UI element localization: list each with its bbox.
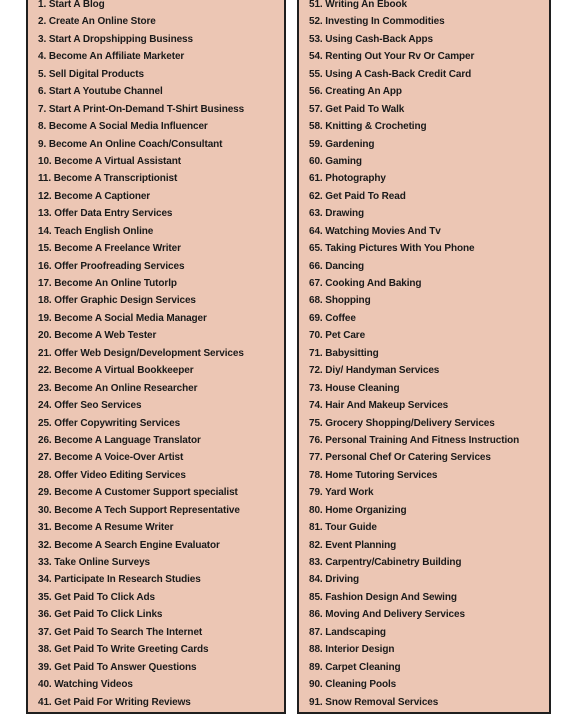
list-item: 23. Become An Online Researcher <box>38 382 198 394</box>
list-item: 84. Driving <box>309 574 360 586</box>
list-item: 32. Become A Search Engine Evaluator <box>38 539 220 551</box>
list-item: 9. Become An Online Coach/Consultant <box>38 138 223 150</box>
list-item: 24. Offer Seo Services <box>38 400 142 412</box>
list-item: 34. Participate In Research Studies <box>38 574 201 586</box>
list-item: 28. Offer Video Editing Services <box>38 469 186 481</box>
list-item: 5. Sell Digital Products <box>38 68 144 80</box>
list-item: 36. Get Paid To Click Links <box>38 609 163 621</box>
right-list-panel <box>297 0 551 714</box>
list-item: 19. Become A Social Media Manager <box>38 312 207 324</box>
list-item: 86. Moving And Delivery Services <box>309 609 465 621</box>
list-item: 10. Become A Virtual Assistant <box>38 155 181 167</box>
list-item: 83. Carpentry/Cabinetry Building <box>309 557 462 568</box>
list-item: 69. Coffee <box>309 312 356 324</box>
list-item: 81. Tour Guide <box>309 522 377 534</box>
list-item: 53. Using Cash-Back Apps <box>309 33 433 45</box>
list-item: 79. Yard Work <box>309 487 374 499</box>
list-item: 38. Get Paid To Write Greeting Cards <box>38 644 209 656</box>
list-item: 63. Drawing <box>309 208 365 220</box>
list-item: 91. Snow Removal Services <box>309 696 439 708</box>
list-item: 87. Landscaping <box>309 626 386 638</box>
list-item: 21. Offer Web Design/Development Services <box>38 347 244 359</box>
list-item: 17. Become An Online Tutorlp <box>38 278 177 289</box>
list-item: 11. Become A Transcriptionist <box>38 173 178 185</box>
list-item: 33. Take Online Surveys <box>38 557 151 568</box>
list-item: 59. Gardening <box>309 138 375 150</box>
list-item: 3. Start A Dropshipping Business <box>38 33 193 45</box>
list-item: 85. Fashion Design And Sewing <box>309 591 457 603</box>
list-item: 67. Cooking And Baking <box>309 278 422 289</box>
list-item: 72. Diy/ Handyman Services <box>309 365 440 377</box>
list-item: 31. Become A Resume Writer <box>38 522 174 534</box>
left-list-panel <box>26 0 286 714</box>
list-item: 66. Dancing <box>309 260 365 272</box>
list-item: 70. Pet Care <box>309 330 366 342</box>
list-item: 62. Get Paid To Read <box>309 190 406 202</box>
list-item: 75. Grocery Shopping/Delivery Services <box>309 417 495 429</box>
left-money-ideas-list <box>38 0 244 711</box>
list-item: 39. Get Paid To Answer Questions <box>38 661 197 673</box>
list-item: 13. Offer Data Entry Services <box>38 208 173 220</box>
list-item: 15. Become A Freelance Writer <box>38 243 181 255</box>
list-item: 51. Writing An Ebook <box>309 0 408 10</box>
list-item: 30. Become A Tech Support Representative <box>38 504 240 516</box>
list-item: 82. Event Planning <box>309 539 397 551</box>
list-item: 52. Investing In Commodities <box>309 16 445 28</box>
list-item: 35. Get Paid To Click Ads <box>38 591 155 603</box>
list-item: 16. Offer Proofreading Services <box>38 260 185 272</box>
list-item: 20. Become A Web Tester <box>38 330 157 342</box>
list-item: 37. Get Paid To Search The Internet <box>38 626 203 638</box>
list-item: 58. Knitting & Crocheting <box>309 121 427 133</box>
list-item: 60. Gaming <box>309 155 362 167</box>
list-item: 4. Become An Affiliate Marketer <box>38 51 185 63</box>
list-item: 77. Personal Chef Or Catering Services <box>309 452 491 464</box>
list-item: 68. Shopping <box>309 295 371 307</box>
list-item: 14. Teach English Online <box>38 225 154 237</box>
list-item: 12. Become A Captioner <box>38 190 151 202</box>
list-item: 1. Start A Blog <box>38 0 105 10</box>
list-item: 78. Home Tutoring Services <box>309 469 438 481</box>
list-item: 76. Personal Training And Fitness Instruction <box>309 434 520 446</box>
list-item: 18. Offer Graphic Design Services <box>38 295 196 307</box>
list-item: 90. Cleaning Pools <box>309 679 397 691</box>
list-item: 80. Home Organizing <box>309 504 407 516</box>
list-item: 56. Creating An App <box>309 86 402 98</box>
list-item: 54. Renting Out Your Rv Or Camper <box>309 51 475 63</box>
list-item: 73. House Cleaning <box>309 382 400 394</box>
list-item: 40. Watching Videos <box>38 679 133 691</box>
list-item: 26. Become A Language Translator <box>38 434 201 446</box>
list-item: 41. Get Paid For Writing Reviews <box>38 696 191 708</box>
list-item: 7. Start A Print-On-Demand T-Shirt Business <box>38 103 245 115</box>
list-item: 8. Become A Social Media Influencer <box>38 121 208 133</box>
list-item: 25. Offer Copywriting Services <box>38 417 181 429</box>
list-item: 64. Watching Movies And Tv <box>309 225 441 237</box>
list-item: 57. Get Paid To Walk <box>309 103 405 115</box>
list-item: 29. Become A Customer Support specialist <box>38 487 238 499</box>
list-item: 55. Using A Cash-Back Credit Card <box>309 68 472 80</box>
list-item: 2. Create An Online Store <box>38 16 156 28</box>
list-item: 27. Become A Voice-Over Artist <box>38 452 184 464</box>
list-item: 88. Interior Design <box>309 644 395 656</box>
list-item: 74. Hair And Makeup Services <box>309 400 449 412</box>
list-item: 22. Become A Virtual Bookkeeper <box>38 365 194 377</box>
list-item: 65. Taking Pictures With You Phone <box>309 243 475 255</box>
list-item: 6. Start A Youtube Channel <box>38 86 163 98</box>
list-item: 71. Babysitting <box>309 347 379 359</box>
right-money-ideas-list <box>309 0 519 711</box>
list-item: 61. Photography <box>309 173 386 185</box>
list-item: 89. Carpet Cleaning <box>309 661 401 673</box>
